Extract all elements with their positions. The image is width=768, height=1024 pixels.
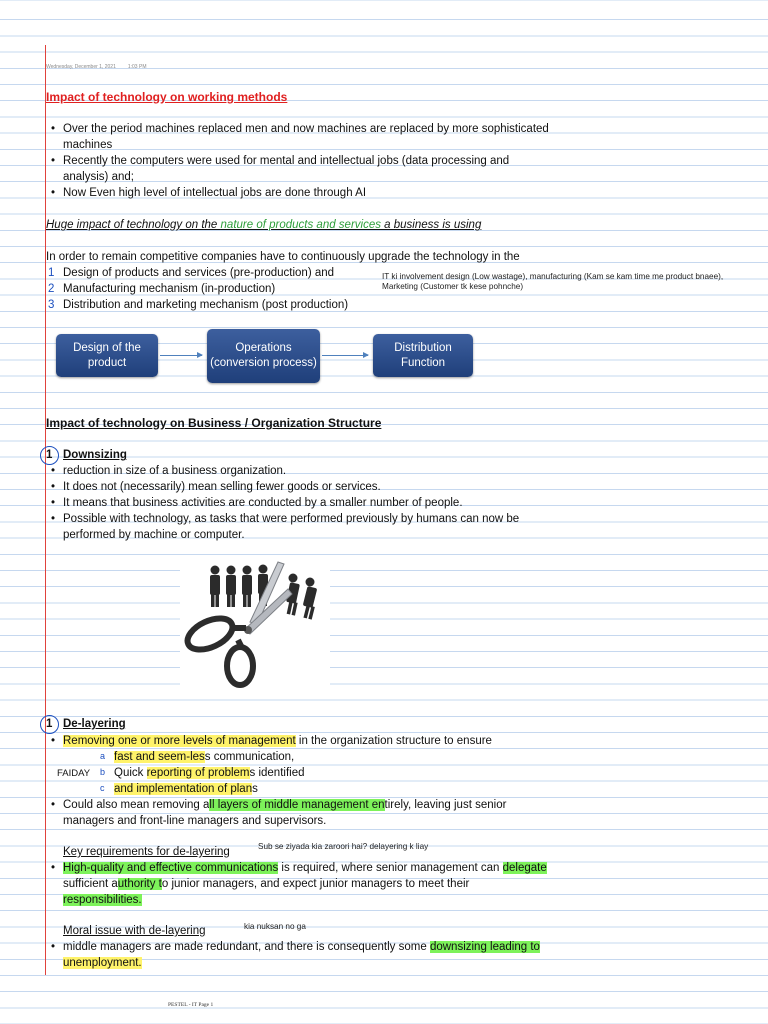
dl-sub-c-hl: and implementation of plan bbox=[114, 783, 253, 795]
dl-bullet-1 bbox=[63, 735, 492, 747]
flow-box-distribution: Distribution Function bbox=[373, 334, 473, 377]
s2-item-1: Design of products and services (pre-production) and bbox=[63, 267, 335, 279]
ds-bullet-3: • It means that business activities are conducted by a smaller number of people. bbox=[63, 497, 463, 509]
s2-item-num-1: 1 bbox=[48, 267, 55, 279]
moral-pre: middle managers are made redundant, and there is consequently some bbox=[63, 941, 430, 953]
s1-bullet-3: • Now Even high level of intellectual jobs are done through AI bbox=[63, 187, 366, 199]
dl-sub-a bbox=[114, 751, 294, 763]
downsizing-num: 1 bbox=[46, 449, 53, 461]
s2-title-green: nature of products and services bbox=[220, 219, 381, 231]
handnote-it-involvement: IT ki involvement design (Low wastage), manufacturing (Kam se kam time me product bnaee), Marketing (Customer tk kese pohnche) bbox=[382, 272, 724, 291]
dl-sub-b-rest: s identified bbox=[249, 767, 305, 779]
key-req-line3 bbox=[63, 894, 142, 906]
key-req-title: Key requirements for de-layering bbox=[63, 846, 230, 858]
s2-item-3: Distribution and marketing mechanism (post production) bbox=[63, 299, 349, 311]
s2-title-suffix: a business is using bbox=[380, 219, 482, 231]
s1-bullet-2: • Recently the computers were used for mental and intellectual jobs (data processing and bbox=[63, 155, 509, 167]
dl-sub-c-num: c bbox=[100, 783, 105, 793]
faiday-note: FAIDAY bbox=[57, 768, 91, 779]
downsizing-title: Downsizing bbox=[63, 449, 127, 461]
key-req-line3-hl: responsibilities. bbox=[63, 894, 142, 906]
section2-title bbox=[46, 219, 481, 231]
s1-bullet-1-cont: machines bbox=[63, 139, 113, 151]
dl-sub-a-hl: fast and seem-les bbox=[114, 751, 205, 763]
dl-sub-a-rest: s communication, bbox=[204, 751, 295, 763]
ds-bullet-2: • It does not (necessarily) mean selling fewer goods or services. bbox=[63, 481, 381, 493]
dl-bullet-2-rest: tirely, leaving just senior bbox=[384, 799, 507, 811]
key-req-hl1: High-quality and effective communications bbox=[63, 862, 279, 874]
s2-title-prefix: Huge impact of technology on the bbox=[46, 219, 221, 231]
page-footer: PESTEL - IT Page 1 bbox=[168, 1002, 214, 1008]
key-req-hl2: delegate bbox=[502, 862, 547, 874]
key-req-line2-hl: uthority t bbox=[117, 878, 162, 890]
dl-bullet-2-hl: ll layers of middle management en bbox=[209, 799, 385, 811]
date-text: Wednesday, December 1, 2021 bbox=[46, 64, 116, 70]
handnote-zaroori: Sub se ziyada kia zaroori hai? delayering k liay bbox=[258, 842, 429, 851]
key-req-line2-pre: sufficient a bbox=[63, 878, 118, 890]
ds-bullet-4: • Possible with technology, as tasks that were performed previously by humans can now be bbox=[63, 513, 519, 525]
dl-sub-b-hl: reporting of problem bbox=[146, 767, 250, 779]
flow-arrow-2 bbox=[322, 355, 368, 356]
ds-bullet-4-cont: performed by machine or computer. bbox=[63, 529, 245, 541]
s2-intro: In order to remain competitive companies have to continuously upgrade the technology in the bbox=[46, 251, 520, 263]
s2-item-2: Manufacturing mechanism (in-production) bbox=[63, 283, 276, 295]
notebook-margin-line bbox=[45, 45, 46, 975]
moral-line2 bbox=[63, 957, 142, 969]
scissors-cutting-people-image bbox=[180, 558, 330, 690]
key-req-line2 bbox=[63, 878, 469, 890]
key-req-mid: is required, where senior management can bbox=[278, 862, 503, 874]
dl-sub-b-num: b bbox=[100, 767, 106, 777]
dl-bullet-2 bbox=[63, 799, 506, 811]
dl-sub-c bbox=[114, 783, 258, 795]
time-text: 1:03 PM bbox=[127, 64, 147, 70]
dl-sub-b bbox=[114, 767, 305, 779]
s2-item-num-3: 3 bbox=[48, 299, 55, 311]
moral-bullet bbox=[63, 941, 540, 953]
moral-line2-hl: unemployment. bbox=[63, 957, 142, 969]
handnote-nuksan: kia nuksan no ga bbox=[244, 922, 306, 931]
key-req-line2-rest: o junior managers, and expect junior managers to meet their bbox=[161, 878, 470, 890]
page-date bbox=[46, 64, 146, 70]
flow-arrow-1 bbox=[160, 355, 202, 356]
moral-hl: downsizing leading to bbox=[429, 941, 540, 953]
dl-bullet-2-cont: managers and front-line managers and supervisors. bbox=[63, 815, 327, 827]
dl-sub-b-pre: Quick bbox=[114, 767, 147, 779]
dl-bullet-1-highlight: Removing one or more levels of management bbox=[63, 735, 296, 747]
ds-bullet-1: • reduction in size of a business organization. bbox=[63, 465, 286, 477]
dl-bullet-1-rest: in the organization structure to ensure bbox=[295, 735, 492, 747]
s1-bullet-1: • Over the period machines replaced men and now machines are replaced by more sophisticated bbox=[63, 123, 549, 135]
delayering-num: 1 bbox=[46, 718, 53, 730]
flow-box-operations: Operations (conversion process) bbox=[207, 329, 320, 383]
dl-sub-c-rest: s bbox=[252, 783, 258, 795]
dl-bullet-2-pre: Could also mean removing a bbox=[63, 799, 210, 811]
moral-title: Moral issue with de-layering bbox=[63, 925, 206, 937]
section1-title: Impact of technology on working methods bbox=[46, 90, 288, 104]
s1-bullet-2-cont: analysis) and; bbox=[63, 171, 134, 183]
dl-sub-a-num: a bbox=[100, 751, 106, 761]
key-req-bullet bbox=[63, 862, 547, 874]
delayering-title: De-layering bbox=[63, 718, 126, 730]
s2-item-num-2: 2 bbox=[48, 283, 55, 295]
section3-title: Impact of technology on Business / Organization Structure bbox=[46, 416, 382, 430]
flow-box-design: Design of the product bbox=[56, 334, 158, 377]
